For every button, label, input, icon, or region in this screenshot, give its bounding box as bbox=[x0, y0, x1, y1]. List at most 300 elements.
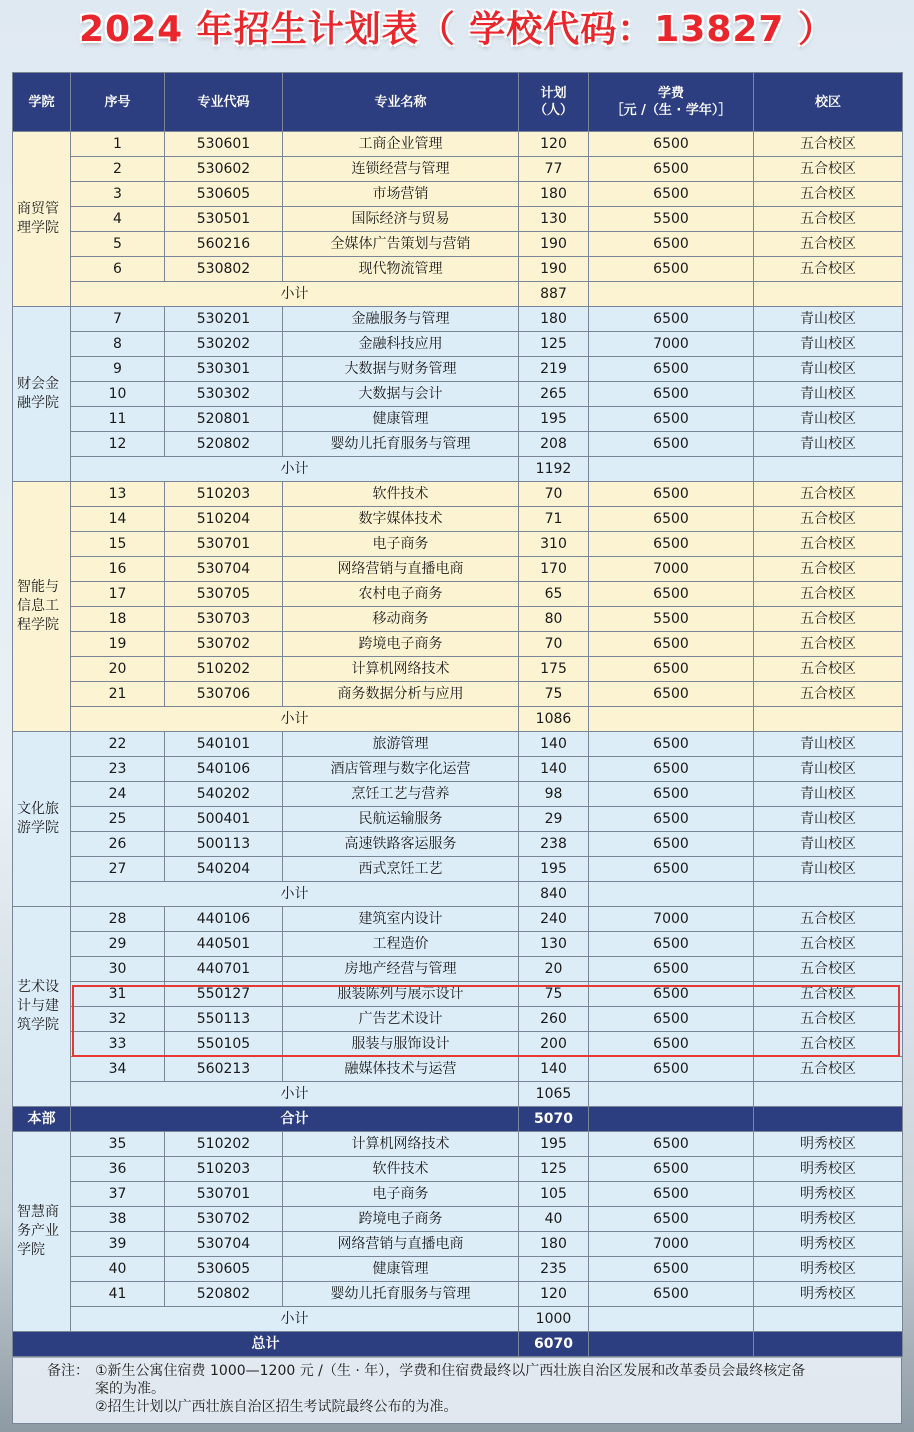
cell-name: 计算机网络技术 bbox=[283, 657, 519, 682]
cell-name: 电子商务 bbox=[283, 532, 519, 557]
cell-plan: 190 bbox=[519, 257, 589, 282]
cell-code: 530706 bbox=[165, 682, 283, 707]
table-row bbox=[13, 957, 903, 982]
cell-plan: 75 bbox=[519, 982, 589, 1007]
table-row bbox=[13, 407, 903, 432]
cell-plan: 238 bbox=[519, 832, 589, 857]
cell-fee: 6500 bbox=[589, 807, 754, 832]
cell-code: 510203 bbox=[165, 482, 283, 507]
cell-code: 540101 bbox=[165, 732, 283, 757]
cell-plan: 140 bbox=[519, 757, 589, 782]
cell-name: 金融科技应用 bbox=[283, 332, 519, 357]
cell-seq: 9 bbox=[71, 357, 165, 382]
cell-name: 房地产经营与管理 bbox=[283, 957, 519, 982]
cell-plan: 20 bbox=[519, 957, 589, 982]
cell-plan: 70 bbox=[519, 632, 589, 657]
cell-name: 西式烹饪工艺 bbox=[283, 857, 519, 882]
cell-code: 540202 bbox=[165, 782, 283, 807]
subtotal-label: 小计 bbox=[71, 707, 519, 732]
grand-total-value: 6070 bbox=[519, 1332, 589, 1357]
cell-campus: 明秀校区 bbox=[754, 1157, 903, 1182]
header-fee-line2: ［元 /（生 · 学年）］ bbox=[610, 103, 732, 118]
subtotal-row bbox=[13, 882, 903, 907]
college-name-cell: 智能与信息工程学院 bbox=[13, 482, 71, 732]
page-title: 2024 年招生计划表（ 学校代码：13827 ） bbox=[78, 9, 836, 50]
cell-campus: 五合校区 bbox=[754, 932, 903, 957]
table-row bbox=[13, 482, 903, 507]
header-fee bbox=[589, 73, 754, 132]
cell-name: 婴幼儿托育服务与管理 bbox=[283, 1282, 519, 1307]
cell-fee: 6500 bbox=[589, 532, 754, 557]
cell-name: 网络营销与直播电商 bbox=[283, 557, 519, 582]
subtotal-value: 1086 bbox=[519, 707, 589, 732]
subtotal-label: 小计 bbox=[71, 1082, 519, 1107]
cell-seq: 20 bbox=[71, 657, 165, 682]
table-row bbox=[13, 982, 903, 1007]
cell-code: 530705 bbox=[165, 582, 283, 607]
cell-code: 530301 bbox=[165, 357, 283, 382]
cell-seq: 26 bbox=[71, 832, 165, 857]
cell-campus: 青山校区 bbox=[754, 357, 903, 382]
subtotal-empty-campus bbox=[754, 882, 903, 907]
cell-name: 网络营销与直播电商 bbox=[283, 1232, 519, 1257]
cell-campus: 五合校区 bbox=[754, 1007, 903, 1032]
cell-campus: 五合校区 bbox=[754, 907, 903, 932]
cell-seq: 22 bbox=[71, 732, 165, 757]
cell-campus: 五合校区 bbox=[754, 507, 903, 532]
main-total-value: 5070 bbox=[519, 1107, 589, 1132]
cell-plan: 140 bbox=[519, 1057, 589, 1082]
cell-code: 550105 bbox=[165, 1032, 283, 1057]
cell-campus: 五合校区 bbox=[754, 132, 903, 157]
cell-seq: 7 bbox=[71, 307, 165, 332]
grand-total-row bbox=[13, 1332, 903, 1357]
cell-fee: 6500 bbox=[589, 782, 754, 807]
cell-name: 健康管理 bbox=[283, 407, 519, 432]
cell-name: 数字媒体技术 bbox=[283, 507, 519, 532]
cell-plan: 125 bbox=[519, 332, 589, 357]
cell-campus: 明秀校区 bbox=[754, 1207, 903, 1232]
note-line-3: ②招生计划以广西壮族自治区招生考试院最终公布的为准。 bbox=[95, 1399, 458, 1415]
cell-campus: 五合校区 bbox=[754, 982, 903, 1007]
cell-campus: 五合校区 bbox=[754, 607, 903, 632]
main-campus-total-row bbox=[13, 1107, 903, 1132]
cell-name: 高速铁路客运服务 bbox=[283, 832, 519, 857]
cell-fee: 6500 bbox=[589, 957, 754, 982]
cell-campus: 五合校区 bbox=[754, 1057, 903, 1082]
cell-campus: 五合校区 bbox=[754, 182, 903, 207]
table-row bbox=[13, 157, 903, 182]
cell-name: 酒店管理与数字化运营 bbox=[283, 757, 519, 782]
cell-fee: 6500 bbox=[589, 682, 754, 707]
cell-name: 全媒体广告策划与营销 bbox=[283, 232, 519, 257]
cell-plan: 40 bbox=[519, 1207, 589, 1232]
cell-name: 金融服务与管理 bbox=[283, 307, 519, 332]
cell-campus: 青山校区 bbox=[754, 732, 903, 757]
cell-seq: 10 bbox=[71, 382, 165, 407]
main-campus-label: 本部 bbox=[13, 1107, 71, 1132]
subtotal-row bbox=[13, 1082, 903, 1107]
header-plan-line2: （人） bbox=[533, 103, 573, 118]
cell-campus: 青山校区 bbox=[754, 807, 903, 832]
table-row bbox=[13, 1132, 903, 1157]
notes-section bbox=[12, 1358, 902, 1424]
cell-campus: 青山校区 bbox=[754, 432, 903, 457]
cell-campus: 青山校区 bbox=[754, 832, 903, 857]
cell-code: 530605 bbox=[165, 182, 283, 207]
grand-total-empty-fee bbox=[589, 1332, 754, 1357]
cell-seq: 11 bbox=[71, 407, 165, 432]
cell-name: 大数据与会计 bbox=[283, 382, 519, 407]
cell-plan: 71 bbox=[519, 507, 589, 532]
cell-seq: 34 bbox=[71, 1057, 165, 1082]
cell-seq: 28 bbox=[71, 907, 165, 932]
table-body bbox=[13, 132, 903, 1357]
table-row bbox=[13, 332, 903, 357]
cell-plan: 260 bbox=[519, 1007, 589, 1032]
cell-fee: 6500 bbox=[589, 732, 754, 757]
cell-fee: 7000 bbox=[589, 1232, 754, 1257]
subtotal-row bbox=[13, 282, 903, 307]
subtotal-row bbox=[13, 457, 903, 482]
cell-code: 530702 bbox=[165, 632, 283, 657]
cell-campus: 青山校区 bbox=[754, 782, 903, 807]
cell-name: 连锁经营与管理 bbox=[283, 157, 519, 182]
table-row bbox=[13, 757, 903, 782]
cell-campus: 五合校区 bbox=[754, 1032, 903, 1057]
college-name-cell: 财会金融学院 bbox=[13, 307, 71, 482]
cell-plan: 175 bbox=[519, 657, 589, 682]
cell-fee: 6500 bbox=[589, 832, 754, 857]
cell-fee: 6500 bbox=[589, 1157, 754, 1182]
cell-campus: 青山校区 bbox=[754, 857, 903, 882]
cell-name: 现代物流管理 bbox=[283, 257, 519, 282]
cell-fee: 5500 bbox=[589, 207, 754, 232]
cell-seq: 1 bbox=[71, 132, 165, 157]
cell-seq: 4 bbox=[71, 207, 165, 232]
table-row bbox=[13, 1182, 903, 1207]
header-fee-line1: 学费 bbox=[657, 86, 684, 101]
cell-plan: 105 bbox=[519, 1182, 589, 1207]
cell-plan: 195 bbox=[519, 407, 589, 432]
cell-seq: 31 bbox=[71, 982, 165, 1007]
cell-plan: 120 bbox=[519, 132, 589, 157]
table-row bbox=[13, 1207, 903, 1232]
cell-seq: 8 bbox=[71, 332, 165, 357]
cell-plan: 208 bbox=[519, 432, 589, 457]
table-row bbox=[13, 132, 903, 157]
header-seq: 序号 bbox=[71, 73, 165, 132]
cell-fee: 6500 bbox=[589, 1132, 754, 1157]
cell-campus: 青山校区 bbox=[754, 407, 903, 432]
cell-campus: 青山校区 bbox=[754, 757, 903, 782]
cell-name: 电子商务 bbox=[283, 1182, 519, 1207]
cell-code: 440106 bbox=[165, 907, 283, 932]
table-row bbox=[13, 1057, 903, 1082]
cell-name: 健康管理 bbox=[283, 1257, 519, 1282]
cell-seq: 3 bbox=[71, 182, 165, 207]
cell-code: 540106 bbox=[165, 757, 283, 782]
table-row bbox=[13, 532, 903, 557]
cell-name: 烹饪工艺与营养 bbox=[283, 782, 519, 807]
cell-fee: 7000 bbox=[589, 557, 754, 582]
cell-fee: 6500 bbox=[589, 382, 754, 407]
cell-code: 530701 bbox=[165, 532, 283, 557]
cell-plan: 77 bbox=[519, 157, 589, 182]
cell-name: 移动商务 bbox=[283, 607, 519, 632]
cell-fee: 6500 bbox=[589, 257, 754, 282]
college-name-cell: 智慧商务产业学院 bbox=[13, 1132, 71, 1332]
table-row bbox=[13, 832, 903, 857]
cell-seq: 39 bbox=[71, 1232, 165, 1257]
cell-fee: 6500 bbox=[589, 157, 754, 182]
cell-code: 530302 bbox=[165, 382, 283, 407]
table-row bbox=[13, 857, 903, 882]
cell-name: 计算机网络技术 bbox=[283, 1132, 519, 1157]
cell-plan: 120 bbox=[519, 1282, 589, 1307]
cell-seq: 40 bbox=[71, 1257, 165, 1282]
cell-plan: 200 bbox=[519, 1032, 589, 1057]
cell-code: 530605 bbox=[165, 1257, 283, 1282]
note-line-2: 案的为准。 bbox=[95, 1381, 165, 1397]
subtotal-value: 1192 bbox=[519, 457, 589, 482]
cell-seq: 29 bbox=[71, 932, 165, 957]
table-row bbox=[13, 582, 903, 607]
cell-code: 530702 bbox=[165, 1207, 283, 1232]
cell-code: 550127 bbox=[165, 982, 283, 1007]
cell-plan: 80 bbox=[519, 607, 589, 632]
cell-name: 软件技术 bbox=[283, 1157, 519, 1182]
cell-seq: 37 bbox=[71, 1182, 165, 1207]
cell-name: 工商企业管理 bbox=[283, 132, 519, 157]
subtotal-empty-campus bbox=[754, 282, 903, 307]
table-row bbox=[13, 632, 903, 657]
table-row bbox=[13, 682, 903, 707]
cell-code: 530602 bbox=[165, 157, 283, 182]
cell-campus: 五合校区 bbox=[754, 232, 903, 257]
cell-plan: 75 bbox=[519, 682, 589, 707]
note-line-1: ①新生公寓住宿费 1000—1200 元 /（生 · 年），学费和住宿费最终以广西壮族自治区发展和改革委员会最终核定备 bbox=[95, 1363, 806, 1379]
cell-fee: 6500 bbox=[589, 1207, 754, 1232]
subtotal-empty-fee bbox=[589, 882, 754, 907]
table-row bbox=[13, 257, 903, 282]
cell-name: 跨境电子商务 bbox=[283, 1207, 519, 1232]
cell-name: 婴幼儿托育服务与管理 bbox=[283, 432, 519, 457]
table-row bbox=[13, 357, 903, 382]
cell-code: 500113 bbox=[165, 832, 283, 857]
subtotal-empty-campus bbox=[754, 1082, 903, 1107]
cell-name: 民航运输服务 bbox=[283, 807, 519, 832]
cell-name: 广告艺术设计 bbox=[283, 1007, 519, 1032]
main-total-label: 合计 bbox=[71, 1107, 519, 1132]
cell-campus: 明秀校区 bbox=[754, 1132, 903, 1157]
cell-fee: 7000 bbox=[589, 907, 754, 932]
cell-plan: 180 bbox=[519, 182, 589, 207]
cell-campus: 五合校区 bbox=[754, 157, 903, 182]
cell-code: 440501 bbox=[165, 932, 283, 957]
table-row bbox=[13, 807, 903, 832]
cell-seq: 5 bbox=[71, 232, 165, 257]
cell-fee: 6500 bbox=[589, 1282, 754, 1307]
cell-code: 530802 bbox=[165, 257, 283, 282]
cell-code: 530501 bbox=[165, 207, 283, 232]
cell-code: 550113 bbox=[165, 1007, 283, 1032]
cell-fee: 6500 bbox=[589, 407, 754, 432]
cell-plan: 180 bbox=[519, 307, 589, 332]
cell-seq: 24 bbox=[71, 782, 165, 807]
cell-name: 大数据与财务管理 bbox=[283, 357, 519, 382]
subtotal-empty-campus bbox=[754, 707, 903, 732]
table-row bbox=[13, 232, 903, 257]
cell-name: 旅游管理 bbox=[283, 732, 519, 757]
cell-seq: 25 bbox=[71, 807, 165, 832]
cell-campus: 青山校区 bbox=[754, 332, 903, 357]
subtotal-row bbox=[13, 1307, 903, 1332]
cell-campus: 青山校区 bbox=[754, 382, 903, 407]
subtotal-empty-fee bbox=[589, 282, 754, 307]
table-row bbox=[13, 1157, 903, 1182]
cell-seq: 13 bbox=[71, 482, 165, 507]
subtotal-empty-campus bbox=[754, 457, 903, 482]
cell-plan: 265 bbox=[519, 382, 589, 407]
subtotal-label: 小计 bbox=[71, 282, 519, 307]
cell-code: 560216 bbox=[165, 232, 283, 257]
cell-fee: 6500 bbox=[589, 1257, 754, 1282]
cell-plan: 190 bbox=[519, 232, 589, 257]
header-campus: 校区 bbox=[754, 73, 903, 132]
cell-campus: 明秀校区 bbox=[754, 1182, 903, 1207]
cell-campus: 明秀校区 bbox=[754, 1232, 903, 1257]
notes-label: 备注： bbox=[47, 1363, 89, 1379]
college-name-cell: 商贸管理学院 bbox=[13, 132, 71, 307]
cell-fee: 6500 bbox=[589, 507, 754, 532]
grand-total-label: 总计 bbox=[13, 1332, 519, 1357]
table-row bbox=[13, 657, 903, 682]
cell-code: 520801 bbox=[165, 407, 283, 432]
cell-fee: 6500 bbox=[589, 757, 754, 782]
cell-seq: 23 bbox=[71, 757, 165, 782]
cell-name: 建筑室内设计 bbox=[283, 907, 519, 932]
cell-seq: 6 bbox=[71, 257, 165, 282]
cell-code: 520802 bbox=[165, 1282, 283, 1307]
cell-fee: 6500 bbox=[589, 307, 754, 332]
table-header-row bbox=[13, 73, 903, 132]
cell-seq: 38 bbox=[71, 1207, 165, 1232]
header-plan bbox=[519, 73, 589, 132]
cell-plan: 125 bbox=[519, 1157, 589, 1182]
cell-code: 530704 bbox=[165, 1232, 283, 1257]
table-row bbox=[13, 307, 903, 332]
cell-name: 国际经济与贸易 bbox=[283, 207, 519, 232]
subtotal-value: 1000 bbox=[519, 1307, 589, 1332]
cell-fee: 6500 bbox=[589, 1057, 754, 1082]
enrollment-plan-table bbox=[12, 72, 903, 1357]
cell-plan: 310 bbox=[519, 532, 589, 557]
cell-name: 工程造价 bbox=[283, 932, 519, 957]
cell-plan: 240 bbox=[519, 907, 589, 932]
cell-name: 农村电子商务 bbox=[283, 582, 519, 607]
cell-campus: 五合校区 bbox=[754, 657, 903, 682]
header-name: 专业名称 bbox=[283, 73, 519, 132]
cell-code: 530202 bbox=[165, 332, 283, 357]
cell-fee: 6500 bbox=[589, 132, 754, 157]
cell-fee: 6500 bbox=[589, 182, 754, 207]
grand-total-empty-campus bbox=[754, 1332, 903, 1357]
cell-code: 540204 bbox=[165, 857, 283, 882]
cell-fee: 6500 bbox=[589, 582, 754, 607]
subtotal-value: 1065 bbox=[519, 1082, 589, 1107]
cell-code: 510204 bbox=[165, 507, 283, 532]
cell-code: 560213 bbox=[165, 1057, 283, 1082]
cell-plan: 235 bbox=[519, 1257, 589, 1282]
cell-code: 440701 bbox=[165, 957, 283, 982]
cell-name: 服装陈列与展示设计 bbox=[283, 982, 519, 1007]
cell-fee: 5500 bbox=[589, 607, 754, 632]
table-row bbox=[13, 182, 903, 207]
cell-seq: 41 bbox=[71, 1282, 165, 1307]
cell-code: 510202 bbox=[165, 657, 283, 682]
cell-fee: 6500 bbox=[589, 232, 754, 257]
cell-seq: 27 bbox=[71, 857, 165, 882]
subtotal-label: 小计 bbox=[71, 882, 519, 907]
table-row bbox=[13, 207, 903, 232]
subtotal-empty-fee bbox=[589, 1082, 754, 1107]
cell-campus: 五合校区 bbox=[754, 532, 903, 557]
cell-fee: 6500 bbox=[589, 1007, 754, 1032]
table-row bbox=[13, 607, 903, 632]
subtotal-label: 小计 bbox=[71, 1307, 519, 1332]
cell-name: 跨境电子商务 bbox=[283, 632, 519, 657]
cell-plan: 219 bbox=[519, 357, 589, 382]
cell-campus: 青山校区 bbox=[754, 307, 903, 332]
cell-code: 530601 bbox=[165, 132, 283, 157]
cell-seq: 15 bbox=[71, 532, 165, 557]
cell-campus: 五合校区 bbox=[754, 957, 903, 982]
cell-plan: 195 bbox=[519, 857, 589, 882]
header-college: 学院 bbox=[13, 73, 71, 132]
cell-code: 530703 bbox=[165, 607, 283, 632]
cell-fee: 6500 bbox=[589, 357, 754, 382]
cell-plan: 180 bbox=[519, 1232, 589, 1257]
enrollment-plan-table-wrapper bbox=[12, 72, 902, 1357]
header-code: 专业代码 bbox=[165, 73, 283, 132]
cell-plan: 130 bbox=[519, 207, 589, 232]
cell-campus: 五合校区 bbox=[754, 557, 903, 582]
cell-plan: 170 bbox=[519, 557, 589, 582]
cell-seq: 17 bbox=[71, 582, 165, 607]
cell-seq: 30 bbox=[71, 957, 165, 982]
table-row bbox=[13, 432, 903, 457]
cell-plan: 98 bbox=[519, 782, 589, 807]
table-row bbox=[13, 782, 903, 807]
cell-plan: 70 bbox=[519, 482, 589, 507]
subtotal-value: 887 bbox=[519, 282, 589, 307]
cell-seq: 21 bbox=[71, 682, 165, 707]
cell-name: 商务数据分析与应用 bbox=[283, 682, 519, 707]
cell-name: 软件技术 bbox=[283, 482, 519, 507]
cell-fee: 6500 bbox=[589, 432, 754, 457]
cell-code: 530201 bbox=[165, 307, 283, 332]
cell-campus: 明秀校区 bbox=[754, 1282, 903, 1307]
table-row bbox=[13, 1257, 903, 1282]
main-total-empty-fee bbox=[589, 1107, 754, 1132]
cell-seq: 2 bbox=[71, 157, 165, 182]
cell-seq: 32 bbox=[71, 1007, 165, 1032]
cell-code: 510202 bbox=[165, 1132, 283, 1157]
cell-code: 530704 bbox=[165, 557, 283, 582]
subtotal-row bbox=[13, 707, 903, 732]
cell-seq: 18 bbox=[71, 607, 165, 632]
